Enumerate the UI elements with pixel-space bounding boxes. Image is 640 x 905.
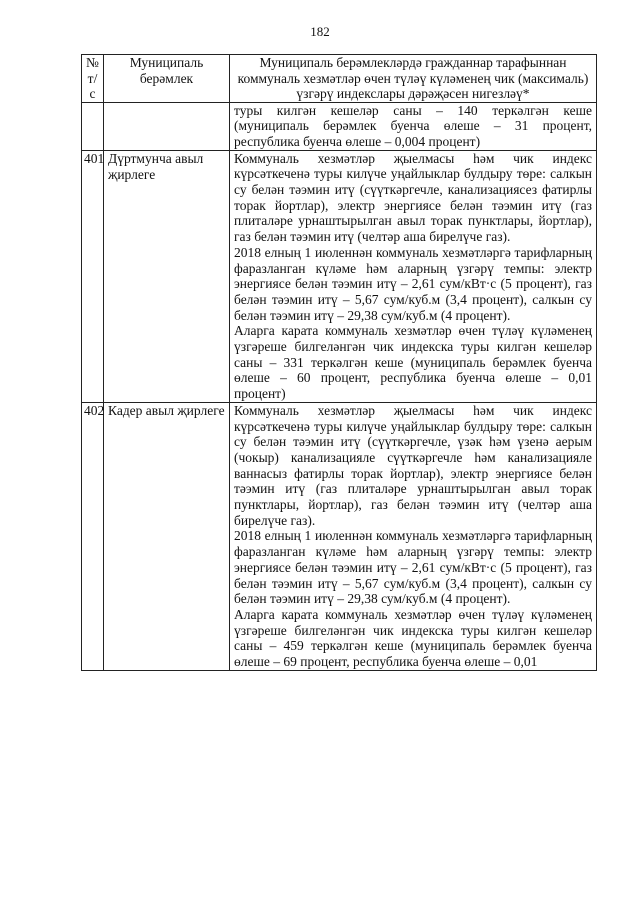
basis-paragraph: Коммуналь хезмәтләр җыелмасы һәм чик индекс күрсәткеченә туры килүче уңайлыклар булдыру төре: салкын су белән тәэмин итү (сүүткәргечле, канализациясез фатирлы торак йортлар), электр энергиясе белән тәэмин итү (газ плиталәре урнаштырылган авыл торак пунктлары, йортлар), газ белән тәэмин итү (челтәр аша бирелүче газ). — [234, 150, 592, 245]
row-number: 402 — [82, 402, 104, 670]
table-row — [82, 402, 597, 670]
municipality-name: Кадер авыл җирлеге — [104, 402, 230, 670]
basis-paragraph: 2018 елның 1 июленнән коммуналь хезмәтләргә тарифларның фаразланган күләме һәм аларның үзгәрү темпы: электр энергиясе белән тәэмин итү – 2,61 сум/кВт·с (5 процент), газ белән тәэмин итү – 5,67 сум/куб.м (3,4 процент), салкын су белән тәэмин итү – 29,38 сум/куб.м (4 процент). — [234, 244, 592, 323]
basis-cell — [230, 402, 597, 670]
continuation-name-cell — [104, 102, 230, 150]
header-municipality: Муниципаль берәмлек — [104, 55, 230, 103]
table-header-row — [82, 55, 597, 103]
basis-paragraph: Аларга карата коммуналь хезмәтләр өчен түләү күләменең үзгәреше билгеләнгән чик индекска туры килгән кешеләр саны – 331 теркәлгән кеше (муниципаль берәмлек буенча өлеше – 60 процент, республика буенча өлеше – 0,01 процент) — [234, 323, 592, 402]
municipal-index-table — [81, 54, 597, 671]
basis-paragraph: 2018 елның 1 июленнән коммуналь хезмәтләргә тарифларның фаразланган күләме һәм аларның үзгәрү темпы: электр энергиясе белән тәэмин итү – 2,61 сум/кВт·с (5 процент), газ белән тәэмин итү – 5,67 сум/куб.м (3,4 процент), салкын су белән тәэмин итү – 29,38 сум/куб.м (4 процент). — [234, 528, 592, 607]
basis-paragraph: Коммуналь хезмәтләр җыелмасы һәм чик индекс күрсәткеченә туры килүче уңайлыклар булдыру төре: салкын су белән тәэмин итү (сүүткәргечле, үзәк һәм үзенә аерым (чокыр) канализацияле сүүткәргечле һәм канализацияле ваннасыз фатирлы торак йортлар), электр энергиясе белән тәэмин итү (газ плиталәре урнаштырылган авыл торак пунктлары, йортлар), газ белән тәэмин итү (челтәр аша бирелүче газ). — [234, 402, 592, 528]
basis-paragraph: Аларга карата коммуналь хезмәтләр өчен түләү күләменең үзгәреше билгеләнгән чик индекска туры килгән кешеләр саны – 459 теркәлгән кеше (муниципаль берәмлек буенча өлеше – 69 процент, республика буенча өлеше – 0,01 — [234, 607, 592, 670]
page-number: 182 — [310, 24, 330, 39]
header-number: № т/с — [82, 55, 104, 103]
continuation-text: туры килгән кешеләр саны – 140 теркәлгән кеше (муниципаль берәмлек буенча өлеше – 31 процент, республика буенча өлеше – 0,004 процент) — [230, 102, 597, 150]
header-basis: Муниципаль берәмлекләрдә гражданнар тарафыннан коммуналь хезмәтләр өчен түләү күләменең чик (максималь) үзгәрү индекслары дәрәҗәсен нигезләү* — [230, 55, 597, 103]
basis-cell — [230, 150, 597, 402]
continuation-num-cell — [82, 102, 104, 150]
table-row — [82, 150, 597, 402]
municipality-name: Дүртмунча авыл җирлеге — [104, 150, 230, 402]
row-number: 401 — [82, 150, 104, 402]
table-row-continuation — [82, 102, 597, 150]
